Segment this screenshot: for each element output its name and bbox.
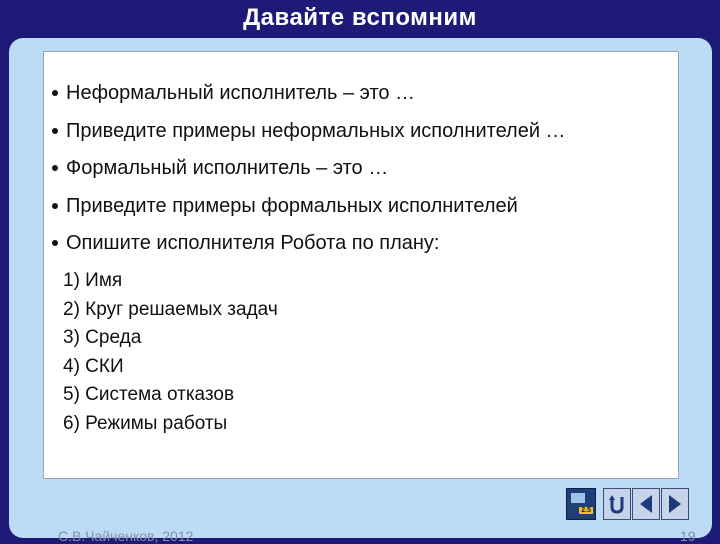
previous-slide-button[interactable] xyxy=(632,488,660,520)
plan-item: 6) Режимы работы xyxy=(63,412,228,434)
book-badge: 2.5 xyxy=(581,507,591,514)
question-item: Неформальный исполнитель – это … xyxy=(52,80,566,118)
question-item: Приведите примеры неформальных исполнителей … xyxy=(52,118,566,156)
triangle-left-icon xyxy=(637,493,655,515)
question-item: Опишите исполнителя Робота по плану: xyxy=(52,230,566,268)
u-turn-arrow-icon xyxy=(608,493,626,515)
book-icon xyxy=(571,493,585,503)
plan-item: 5) Система отказов xyxy=(63,384,235,406)
footer-author: С.В.Чайченков, 2012 xyxy=(58,528,194,544)
question-list xyxy=(52,80,566,268)
plan-item: 1) Имя xyxy=(63,270,123,291)
question-item: Формальный исполнитель – это … xyxy=(52,155,566,193)
plan-item: 3) Среда xyxy=(63,327,142,349)
plan-list xyxy=(63,269,278,441)
next-slide-button[interactable] xyxy=(661,488,689,520)
slide-title: Давайте вспомним xyxy=(243,4,477,31)
book-button[interactable] xyxy=(566,488,596,520)
content-box xyxy=(43,51,679,479)
return-button[interactable] xyxy=(603,488,631,520)
question-item: Приведите примеры формальных исполнителей xyxy=(52,193,566,231)
plan-item: 2) Круг решаемых задач xyxy=(63,298,278,320)
triangle-right-icon xyxy=(666,493,684,515)
page-number: 19 xyxy=(680,528,696,544)
plan-item: 4) СКИ xyxy=(63,355,124,377)
